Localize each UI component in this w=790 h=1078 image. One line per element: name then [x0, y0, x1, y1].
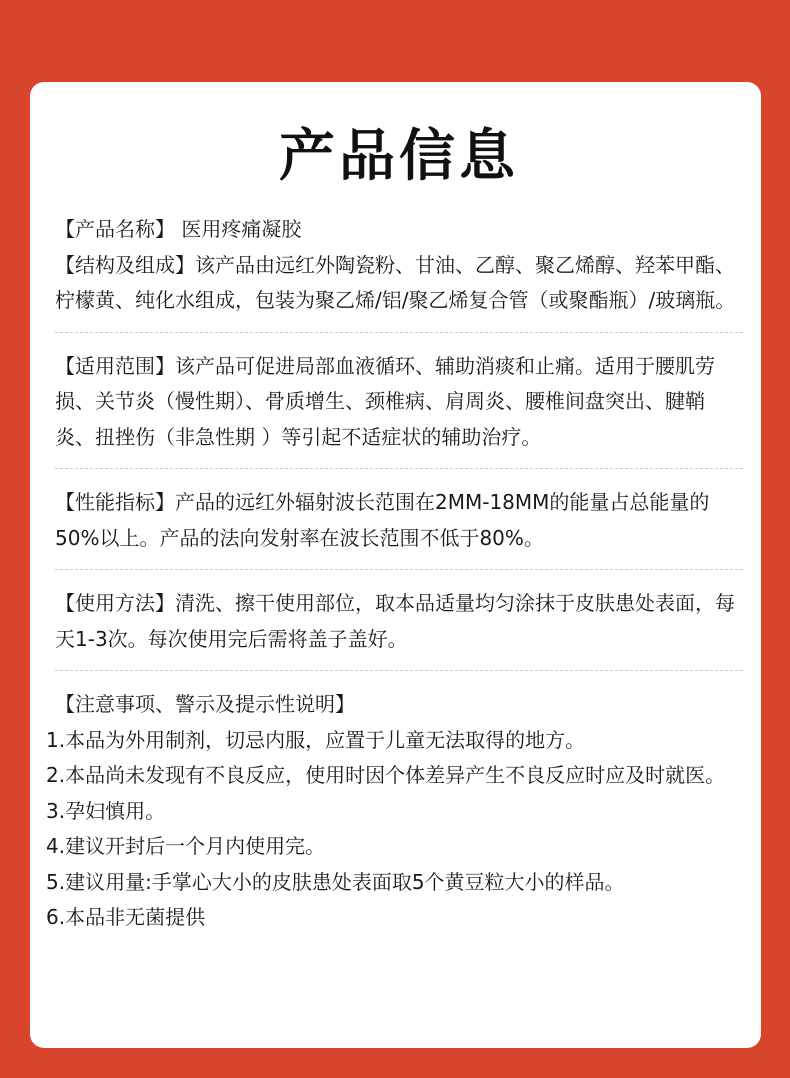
- divider: [55, 332, 743, 333]
- divider: [55, 569, 743, 570]
- section-basic-info: [55, 212, 743, 319]
- section-performance: [55, 485, 743, 556]
- product-name: 【产品名称】 医用疼痛凝胶: [55, 217, 302, 241]
- section-usage: [55, 586, 743, 657]
- usage-text: 【使用方法】清洗、擦干使用部位，取本品适量均匀涂抹于皮肤患处表面，每天1-3次。每次使用完后需将盖子盖好。: [55, 591, 735, 651]
- note-item: 4.建议开封后一个月内使用完。: [46, 834, 326, 858]
- composition: 【结构及组成】该产品由远红外陶瓷粉、甘油、乙醇、聚乙烯醇、羟苯甲酯、柠檬黄、纯化水组成，包装为聚乙烯/铝/聚乙烯复合管（或聚酯瓶）/玻璃瓶。: [55, 252, 736, 312]
- note-item: 2.本品尚未发现有不良反应，使用时因个体差异产生不良反应时应及时就医。: [46, 763, 726, 787]
- page-title: 产品信息: [279, 124, 519, 189]
- scope-text: 【适用范围】该产品可促进局部血液循环、辅助消痰和止痛。适用于腰肌劳损、关节炎（慢性期）、骨质增生、颈椎病、肩周炎、腰椎间盘突出、腱鞘炎、扭挫伤（非急性期 ）等引起不适症状的辅助治疗。: [55, 353, 715, 449]
- note-item: 1.本品为外用制剂，切忌内服，应置于儿童无法取得的地方。: [46, 727, 586, 752]
- section-notes: [46, 687, 743, 936]
- performance-text: 【性能指标】产品的远红外辐射波长范围在2MM-18MM的能量占总能量的50%以上。产品的法向发射率在波长范围不低于80%。: [55, 490, 710, 550]
- divider: [55, 468, 743, 469]
- note-item: 5.建议用量:手掌心大小的皮肤患处表面取5个黄豆粒大小的样品。: [46, 869, 625, 894]
- divider: [55, 670, 743, 671]
- note-item: 6.本品非无菌提供: [46, 905, 206, 929]
- section-scope: [55, 349, 743, 456]
- notes-heading: 【注意事项、警示及提示性说明】: [55, 692, 355, 716]
- note-item: 3.孕妇慎用。: [46, 798, 166, 823]
- product-info-card: [30, 82, 761, 1048]
